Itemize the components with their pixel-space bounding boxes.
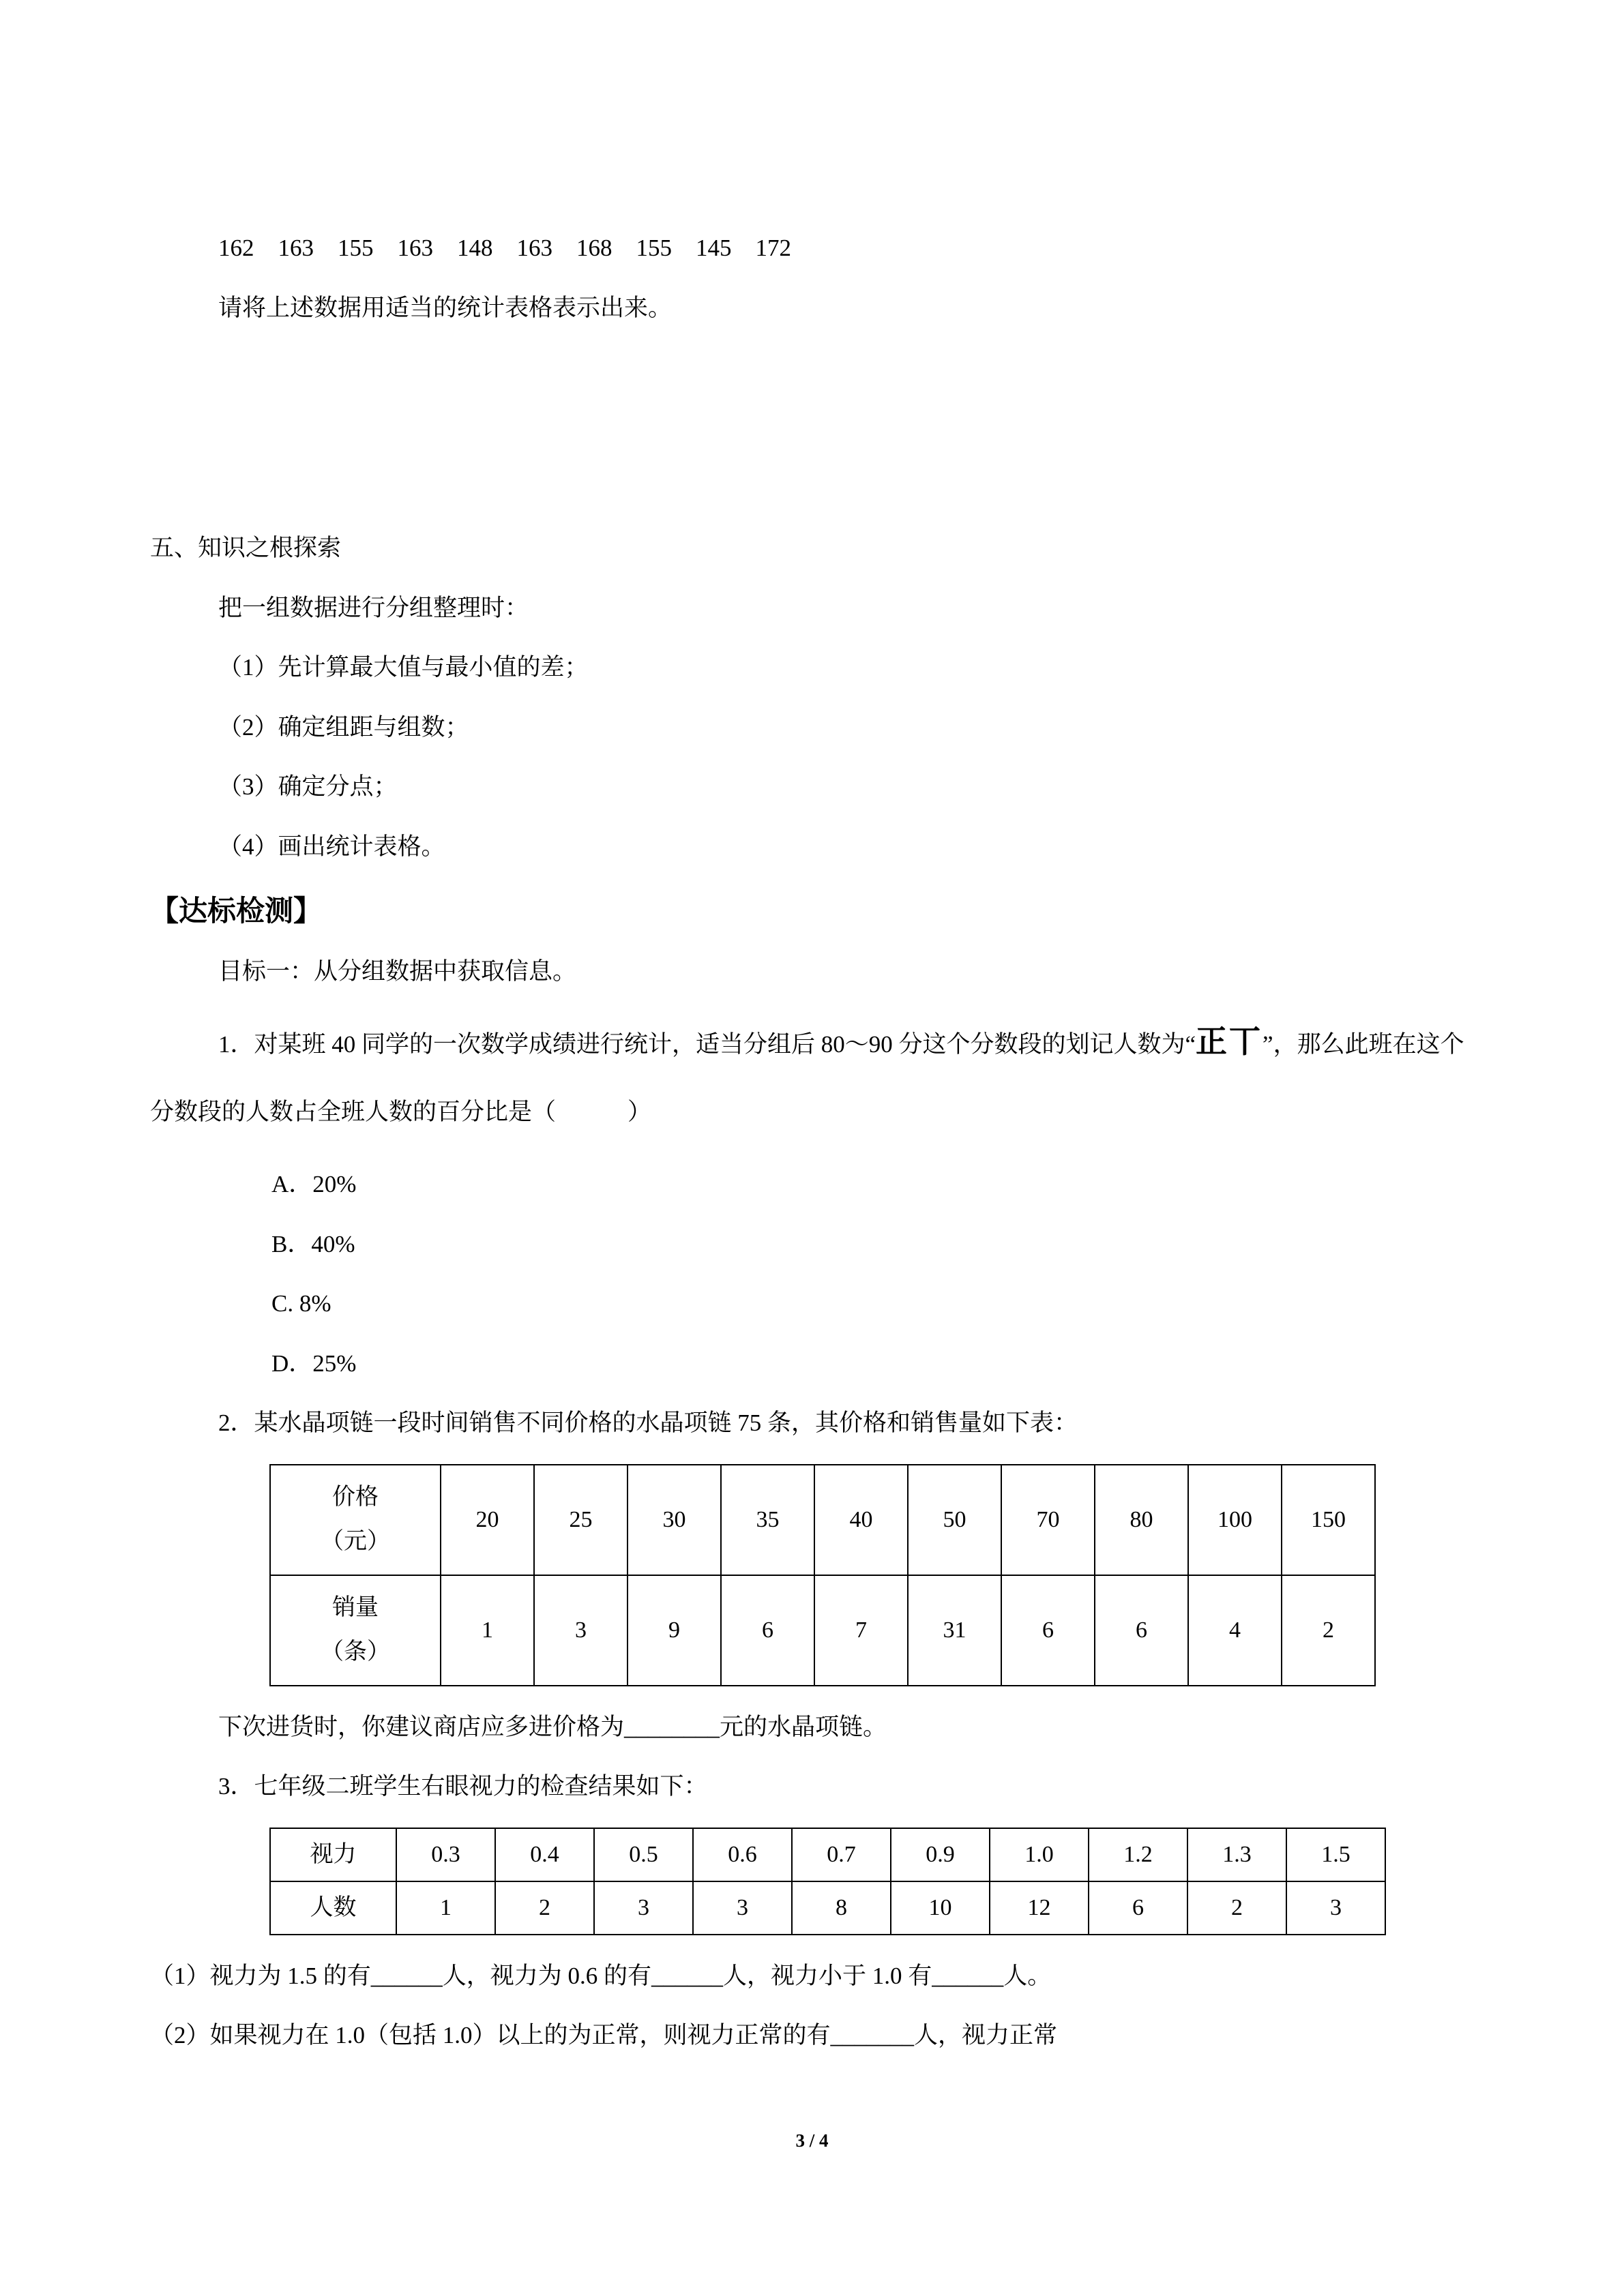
question-1-options <box>150 1154 1488 1393</box>
price-label-top: 价格 <box>332 1485 379 1510</box>
table-cell: 9 <box>628 1575 721 1686</box>
table-cell: 3 <box>693 1881 792 1935</box>
table-cell: 7 <box>814 1575 908 1686</box>
table-cell: 0.6 <box>693 1828 792 1881</box>
table-cell: 150 <box>1282 1465 1375 1575</box>
table-cell: 80 <box>1095 1465 1188 1575</box>
table-cell: 6 <box>1089 1881 1187 1935</box>
table-cell: 3 <box>1286 1881 1385 1935</box>
section5-title: 五、知识之根探索 <box>150 535 342 561</box>
vision-table <box>269 1828 1386 1935</box>
option-c: C. 8% <box>271 1290 331 1317</box>
question-1-text-before: 1．对某班 40 同学的一次数学成绩进行统计，适当分组后 80～90 分这个分数段的划记人数为“ <box>218 1030 1196 1058</box>
question-3-sub1: （1）视力为 1.5 的有______人，视力为 0.6 的有______人，视力小于 1.0 有______人。 <box>150 1962 1052 1989</box>
table-cell: 3 <box>534 1575 628 1686</box>
table-cell: 1.2 <box>1089 1828 1187 1881</box>
price-row <box>270 1465 1375 1575</box>
table-cell: 25 <box>534 1465 628 1575</box>
section5-step-2: （2）确定组距与组数； <box>218 713 469 741</box>
table-cell: 12 <box>990 1881 1089 1935</box>
table-cell: 0.3 <box>396 1828 495 1881</box>
section5-step-4: （4）画出统计表格。 <box>218 833 445 860</box>
section5-lead: 把一组数据进行分组整理时： <box>218 594 529 621</box>
instruction-line: 请将上述数据用适当的统计表格表示出来。 <box>218 294 673 321</box>
table-cell: 0.7 <box>792 1828 891 1881</box>
table-cell: 50 <box>908 1465 1001 1575</box>
option-b: B．40% <box>271 1230 355 1257</box>
table-cell: 0.9 <box>891 1828 990 1881</box>
table-cell: 40 <box>814 1465 908 1575</box>
table-cell: 1 <box>441 1575 534 1686</box>
tally-mark: 正丅 <box>1196 1023 1263 1059</box>
assessment-heading: 【达标检测】 <box>150 896 323 927</box>
section5-step-1: （1）先计算最大值与最小值的差； <box>218 654 589 681</box>
page-number: 3 / 4 <box>795 2130 829 2151</box>
question-1 <box>150 1002 1488 1143</box>
table-cell: 70 <box>1001 1465 1095 1575</box>
table-cell: 1 <box>396 1881 495 1935</box>
table-cell: 100 <box>1188 1465 1282 1575</box>
question-2-followup: 下次进货时，你建议商店应多进价格为________元的水晶项链。 <box>218 1713 887 1740</box>
question-3-sub2: （2）如果视力在 1.0（包括 1.0）以上的为正常，则视力正常的有_______人，视力正常 <box>150 2022 1058 2049</box>
price-row-label <box>270 1465 441 1575</box>
question-2-text: 2．某水晶项链一段时间销售不同价格的水晶项链 75 条，其价格和销售量如下表： <box>218 1410 1078 1437</box>
table-cell: 6 <box>1095 1575 1188 1686</box>
sales-row <box>270 1575 1375 1686</box>
counts-row <box>270 1881 1385 1935</box>
table-cell: 10 <box>891 1881 990 1935</box>
question-1-text-after: ”，那么此班在这个分数段的人数占全班人数的百分比是（ ） <box>150 1030 1464 1125</box>
price-label-bottom: （元） <box>321 1528 390 1554</box>
goal1-line: 目标一：从分组数据中获取信息。 <box>218 958 577 985</box>
table-cell: 20 <box>441 1465 534 1575</box>
sales-label-top: 销量 <box>332 1595 379 1621</box>
table-cell: 2 <box>1282 1575 1375 1686</box>
table-cell: 0.5 <box>594 1828 693 1881</box>
table-cell: 1.3 <box>1187 1828 1286 1881</box>
vision-row-label: 视力 <box>270 1828 396 1881</box>
table-cell: 2 <box>495 1881 594 1935</box>
table-cell: 4 <box>1188 1575 1282 1686</box>
table-cell: 1.5 <box>1286 1828 1385 1881</box>
table-cell: 35 <box>721 1465 814 1575</box>
counts-row-label: 人数 <box>270 1881 396 1935</box>
table-cell: 6 <box>721 1575 814 1686</box>
price-sales-table <box>269 1464 1376 1686</box>
data-values-line: 162 163 155 163 148 163 168 155 145 172 <box>218 235 791 261</box>
sales-label-bottom: （条） <box>321 1639 390 1665</box>
section5-step-3: （3）确定分点； <box>218 773 398 800</box>
vision-row <box>270 1828 1385 1881</box>
table-cell: 8 <box>792 1881 891 1935</box>
table-cell: 30 <box>628 1465 721 1575</box>
option-d: D．25% <box>271 1350 357 1377</box>
table-cell: 3 <box>594 1881 693 1935</box>
table-cell: 31 <box>908 1575 1001 1686</box>
sales-row-label <box>270 1575 441 1686</box>
table-cell: 2 <box>1187 1881 1286 1935</box>
table-cell: 6 <box>1001 1575 1095 1686</box>
table-cell: 0.4 <box>495 1828 594 1881</box>
table-cell: 1.0 <box>990 1828 1089 1881</box>
question-3-text: 3．七年级二班学生右眼视力的检查结果如下： <box>218 1773 708 1800</box>
option-a: A．20% <box>271 1171 357 1198</box>
